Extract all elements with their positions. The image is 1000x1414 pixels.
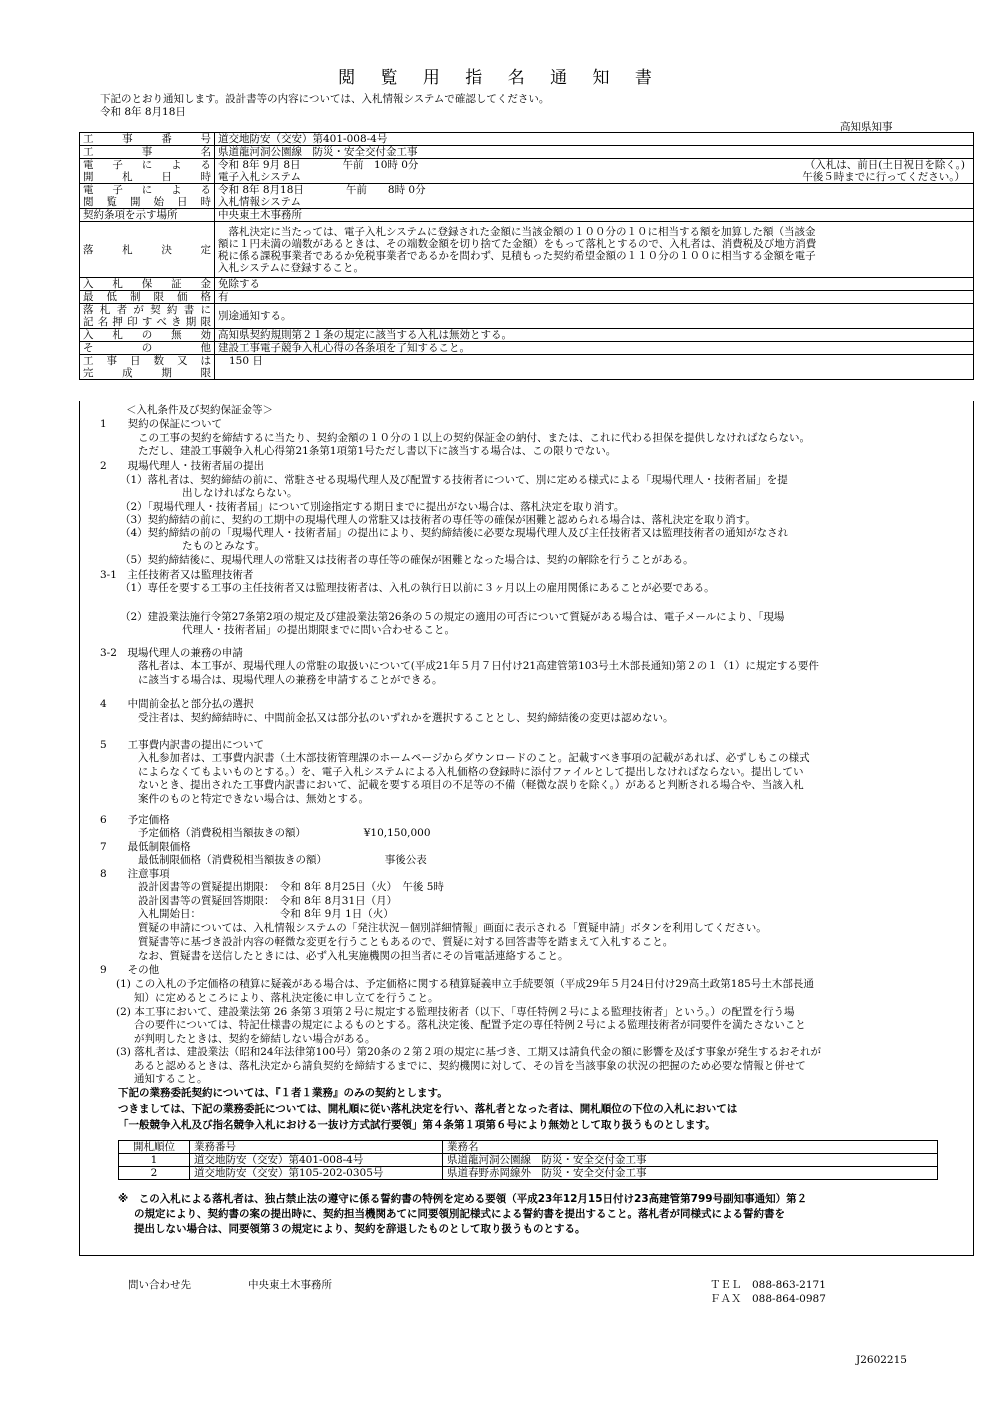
table-cell: 県道春野赤岡線外 防災・安全交付金工事 xyxy=(443,1167,938,1180)
condition-line: たものとみなす。 xyxy=(182,540,266,552)
condition-line: 9 その他 xyxy=(100,964,160,976)
table-cell: 1 xyxy=(119,1154,190,1167)
condition-line: 最低制限価格（消費税相当額抜きの額） 事後公表 xyxy=(138,854,427,866)
table-cell: 県道龍河洞公園線 防災・安全交付金工事 xyxy=(443,1154,938,1167)
table-row xyxy=(80,159,974,184)
table-row xyxy=(80,209,974,222)
value-work-days: 150 日 xyxy=(215,355,974,380)
note-line: の規定により、契約書の案の提出時に、契約担当機関あてに同要領別記様式による誓約書を提出すること。落札者が同様式による誓約書を xyxy=(134,1208,785,1220)
value-min-price: 有 xyxy=(215,291,974,304)
bid-system: 電子入札システム xyxy=(218,171,301,183)
value-contract-place: 中央東土木事務所 xyxy=(215,209,974,222)
label-line: 工事日数又は xyxy=(83,355,211,367)
condition-line: ないとき、提出された工事費内訳書において、記載を要する項目の不足等の不備（軽微な誤りを除く。）があると判断される場合や、当該入札 xyxy=(138,779,804,791)
label-bid-date xyxy=(80,159,215,184)
value-invalid-bid: 高知県契約規則第２１条の規定に該当する入札は無効とする。 xyxy=(215,329,974,342)
order-table xyxy=(118,1140,938,1180)
value-view-date xyxy=(215,184,974,209)
table-cell: 2 xyxy=(119,1167,190,1180)
label-work-number: 工事番号 xyxy=(80,133,215,146)
condition-line: 受注者は、契約締結時に、中間前金払又は部分払のいずれかを選択することとし、契約締結後の変更は認めない。 xyxy=(138,712,674,724)
table-row xyxy=(80,184,974,209)
value-award xyxy=(215,222,974,278)
label-line: 記名押印すべき期限 xyxy=(83,316,211,328)
table-row xyxy=(119,1167,938,1180)
contact-tel: ＴＥＬ 088-863-2171 xyxy=(710,1279,826,1291)
note-line: 提出しない場合は、同要領第３の規定により、契約を辞退したものとして取り扱うものとする。 xyxy=(134,1223,586,1235)
table-row xyxy=(80,304,974,329)
table-row xyxy=(80,342,974,355)
condition-line: 1 契約の保証について xyxy=(100,418,222,430)
document-code: J2602215 xyxy=(856,1354,907,1366)
condition-line: 予定価格（消費税相当額抜きの額） ¥10,150,000 xyxy=(138,827,431,839)
label-award: 落札決定 xyxy=(80,222,215,278)
condition-line: (1) この入札の予定価格の積算に疑義がある場合は、予定価格に関する積算疑義申立手続要領（平成29年５月24日付け29高土政第185号土木部長通 xyxy=(116,978,814,990)
table-row xyxy=(80,291,974,304)
label-contract-place: 契約条項を示す場所 xyxy=(80,209,215,222)
condition-line: 4 中間前金払と部分払の選択 xyxy=(100,698,254,710)
table-header-row xyxy=(119,1141,938,1154)
award-line: 税に係る課税事業者であるか免税事業者であるかを問わず、見積もった契約希望金額の１１０分の１００に相当する金額を電子 xyxy=(218,250,816,262)
condition-line: (3) 落札者は、建設業法（昭和24年法律第100号）第20条の２第２項の規定に基づき、工期又は請負代金の額に影響を及ぼす事象が発生するおそれが xyxy=(116,1046,822,1058)
condition-line: 代理人・技術者届」の提出期限までに問い合わせること。 xyxy=(182,624,455,636)
bold-line: 「一般競争入札及び指名競争入札における一抜け方式試行要領」第４条第１項第６号により無効として取り扱うものとします。 xyxy=(118,1119,716,1131)
condition-line: （2）建設業法施行令第27条第2項の規定及び建設業法第26条の５の規定の適用の可否について質疑がある場合は、電子メールにより、「現場 xyxy=(120,611,785,623)
label-work-days xyxy=(80,355,215,380)
condition-line: （2）「現場代理人・技術者届」について別途指定する期日までに提出がない場合は、落札決定を取り消す。 xyxy=(120,501,625,513)
condition-line: 質疑書等に基づき設計内容の軽微な変更を行うこともあるので、質疑に対する回答書等を踏まえて入札すること。 xyxy=(138,936,674,948)
value-bid-bond: 免除する xyxy=(215,278,974,291)
condition-line: （1）落札者は、契約締結の前に、常駐させる現場代理人及び配置する技術者について、別に定める様式による「現場代理人・技術者届」を提 xyxy=(120,474,788,486)
contact-office: 中央東土木事務所 xyxy=(248,1279,332,1291)
label-line: 電子による xyxy=(83,159,211,171)
label-line: 電子による xyxy=(83,184,211,196)
condition-line: 2 現場代理人・技術者届の提出 xyxy=(100,460,265,472)
condition-line: ただし、建設工事競争入札心得第21条第1項第1号ただし書以下に該当する場合は、この限りでない。 xyxy=(138,445,617,457)
table-cell: 道交地防安（交安）第401-008-4号 xyxy=(190,1154,443,1167)
condition-line: 質疑の申請については、入札情報システムの「発注状況－個別詳細情報」画面に表示される「質疑申請」ボタンを利用してください。 xyxy=(138,922,767,934)
condition-line: 3-2 現場代理人の兼務の申請 xyxy=(100,647,243,659)
condition-line: （1）専任を要する工事の主任技術者又は監理技術者は、入札の執行日以前に３ヶ月以上の雇用関係にあることが必要である。 xyxy=(120,582,715,594)
condition-line: なお、質疑書を送信したときには、必ず入札実施機関の担当者にその旨電話連絡すること。 xyxy=(138,950,569,962)
label-invalid-bid: 入札の無効 xyxy=(80,329,215,342)
issuer: 高知県知事 xyxy=(840,121,893,133)
value-work-number: 道交地防安（交安）第401-008-4号 xyxy=(215,133,974,146)
page-title: 閲 覧 用 指 名 通 知 書 xyxy=(338,68,662,88)
label-line: 完成期限 xyxy=(83,367,211,379)
condition-line: 3-1 主任技術者又は監理技術者 xyxy=(100,569,254,581)
award-line: 入札システムに登録すること。 xyxy=(218,262,364,274)
condition-line: に該当する場合は、現場代理人の兼務を申請することができる。 xyxy=(138,674,443,686)
bid-note: （入札は、前日(土日祝日を除く。) xyxy=(804,159,965,171)
label-bid-bond: 入札保証金 xyxy=(80,278,215,291)
table-row xyxy=(80,355,974,380)
condition-line: この工事の契約を締結するに当たり、契約金額の１０分の１以上の契約保証金の納付、または、これに代わる担保を提供しなければならない。 xyxy=(138,432,810,444)
condition-line: 設計図書等の質疑提出期限： 令和 8年 8月25日（火） 午後 5時 xyxy=(138,881,444,893)
label-line: 閲覧開始日時 xyxy=(83,196,211,208)
value-work-name: 県道龍河洞公園線 防災・安全交付金工事 xyxy=(215,146,974,159)
label-line: 開札日時 xyxy=(83,171,211,183)
contact-fax: ＦＡＸ 088-864-0987 xyxy=(710,1293,826,1305)
condition-line: あると認めるときは、落札決定から請負契約を締結するまでに、契約機関に対して、その旨を当該事象の状況の把握のため必要な情報と併せて xyxy=(134,1060,806,1072)
label-work-name: 工事名 xyxy=(80,146,215,159)
bid-note: 午後５時までに行ってください。） xyxy=(802,171,965,183)
condition-line: によらなくてもよいものとする。）を、電子入札システムによる入札価格の登録時に添付ファイルとして提出しなければならない。提出してい xyxy=(138,766,804,778)
label-view-date xyxy=(80,184,215,209)
label-line: 落札者が契約書に xyxy=(83,304,211,316)
table-row xyxy=(80,278,974,291)
condition-line: 知）に定めるところにより、落札決定後に申し立てを行うこと。 xyxy=(134,992,439,1004)
condition-line: （4）契約締結の前の「現場代理人・技術者届」の提出により、契約締結後に必要な現場代理人及び主任技術者又は監理技術者の通知がなされ xyxy=(120,527,789,539)
condition-line: 8 注意事項 xyxy=(100,868,170,880)
notice-date: 令和 8年 8月18日 xyxy=(100,106,186,118)
value-other: 建設工事電子競争入札心得の各条項を了知すること。 xyxy=(215,342,974,355)
table-row xyxy=(119,1154,938,1167)
value-sign-deadline: 別途通知する。 xyxy=(215,304,974,329)
note-line: ※ この入札による落札者は、独占禁止法の遵守に係る誓約書の特例を定める要領（平成23年12月15日付け23高建管第799号副知事通知）第２ xyxy=(118,1193,808,1205)
award-line: 落札決定に当たっては、電子入札システムに登録された金額に当該金額の１００分の１０に相当する額を加算した額（当該金 xyxy=(218,226,816,238)
condition-line: 6 予定価格 xyxy=(100,814,170,826)
condition-line: (2) 本工事において、建設業法第 26 条第３項第２号に規定する監理技術者（以下、「専任特例２号による監理技術者」という。）の配置を行う場 xyxy=(116,1006,795,1018)
label-other: その他 xyxy=(80,342,215,355)
bold-line: 下記の業務委託契約については、『１者１業務』のみの契約とします。 xyxy=(118,1087,448,1099)
condition-line: が判明したときは、契約を締結しない場合がある。 xyxy=(134,1033,376,1045)
condition-line: （3）契約締結の前に、契約の工期中の現場代理人の常駐又は技術者の専任等の確保が困難と認められる場合は、落札決定を取り消す。 xyxy=(120,514,756,526)
condition-line: 落札者は、本工事が、現場代理人の常駐の取扱いについて(平成21年５月７日付け21高建管第103号土木部長通知)第２の１（1）に規定する要件 xyxy=(138,660,819,672)
notice-header-table xyxy=(79,132,974,380)
table-row xyxy=(80,222,974,278)
bold-line: つきましては、下記の業務委託については、開札順に従い落札決定を行い、落札者となった者は、開札順位の下位の入札においては xyxy=(118,1103,738,1115)
table-row xyxy=(80,133,974,146)
award-line: 額に１円未満の端数があるときは、その端数金額を切り捨てた金額）をもって落札とするので、入札者は、消費税及び地方消費 xyxy=(218,238,817,250)
condition-line: 出しなければならない。 xyxy=(182,487,298,499)
label-sign-deadline xyxy=(80,304,215,329)
condition-line: 設計図書等の質疑回答期限： 令和 8年 8月31日（月） xyxy=(138,895,398,907)
condition-line: 入札開始日： 令和 8年 9月 1日（火） xyxy=(138,908,394,920)
condition-line: ＜入札条件及び契約保証金等＞ xyxy=(126,404,273,416)
contact-label: 問い合わせ先 xyxy=(128,1279,191,1291)
condition-line: 案件のものと特定できない場合は、無効とする。 xyxy=(138,793,369,805)
condition-line: 7 最低制限価格 xyxy=(100,841,191,853)
intro-text: 下記のとおり通知します。設計書等の内容については、入札情報システムで確認してください。 xyxy=(100,93,550,105)
col-header: 開札順位 xyxy=(119,1141,190,1154)
col-header: 業務名 xyxy=(443,1141,938,1154)
table-row xyxy=(80,329,974,342)
col-header: 業務番号 xyxy=(190,1141,443,1154)
view-datetime: 令和 8年 8月18日 午前 8時 0分 xyxy=(218,184,426,196)
condition-line: 合の要件については、特記仕様書の規定によるものとする。落札決定後、配置予定の専任特例２号による監理技術者が同要件を満たさないこと xyxy=(134,1019,806,1031)
value-bid-date xyxy=(215,159,974,184)
label-min-price: 最低制限価格 xyxy=(80,291,215,304)
condition-line: 入札参加者は、工事費内訳書（土木部技術管理課のホームページからダウンロードのこと。記載すべき事項の記載があれば、必ずしもこの様式 xyxy=(138,752,810,764)
table-row xyxy=(80,146,974,159)
condition-line: 5 工事費内訳書の提出について xyxy=(100,739,264,751)
condition-line: 通知すること。 xyxy=(134,1073,208,1085)
view-system: 入札情報システム xyxy=(218,196,301,208)
bid-datetime: 令和 8年 9月 8日 午前 10時 0分 xyxy=(218,159,419,171)
table-cell: 道交地防安（交安）第105-202-0305号 xyxy=(190,1167,443,1180)
condition-line: （5）契約締結後に、現場代理人の常駐又は技術者の専任等の確保が困難となった場合は、契約の解除を行うことがある。 xyxy=(120,554,694,566)
